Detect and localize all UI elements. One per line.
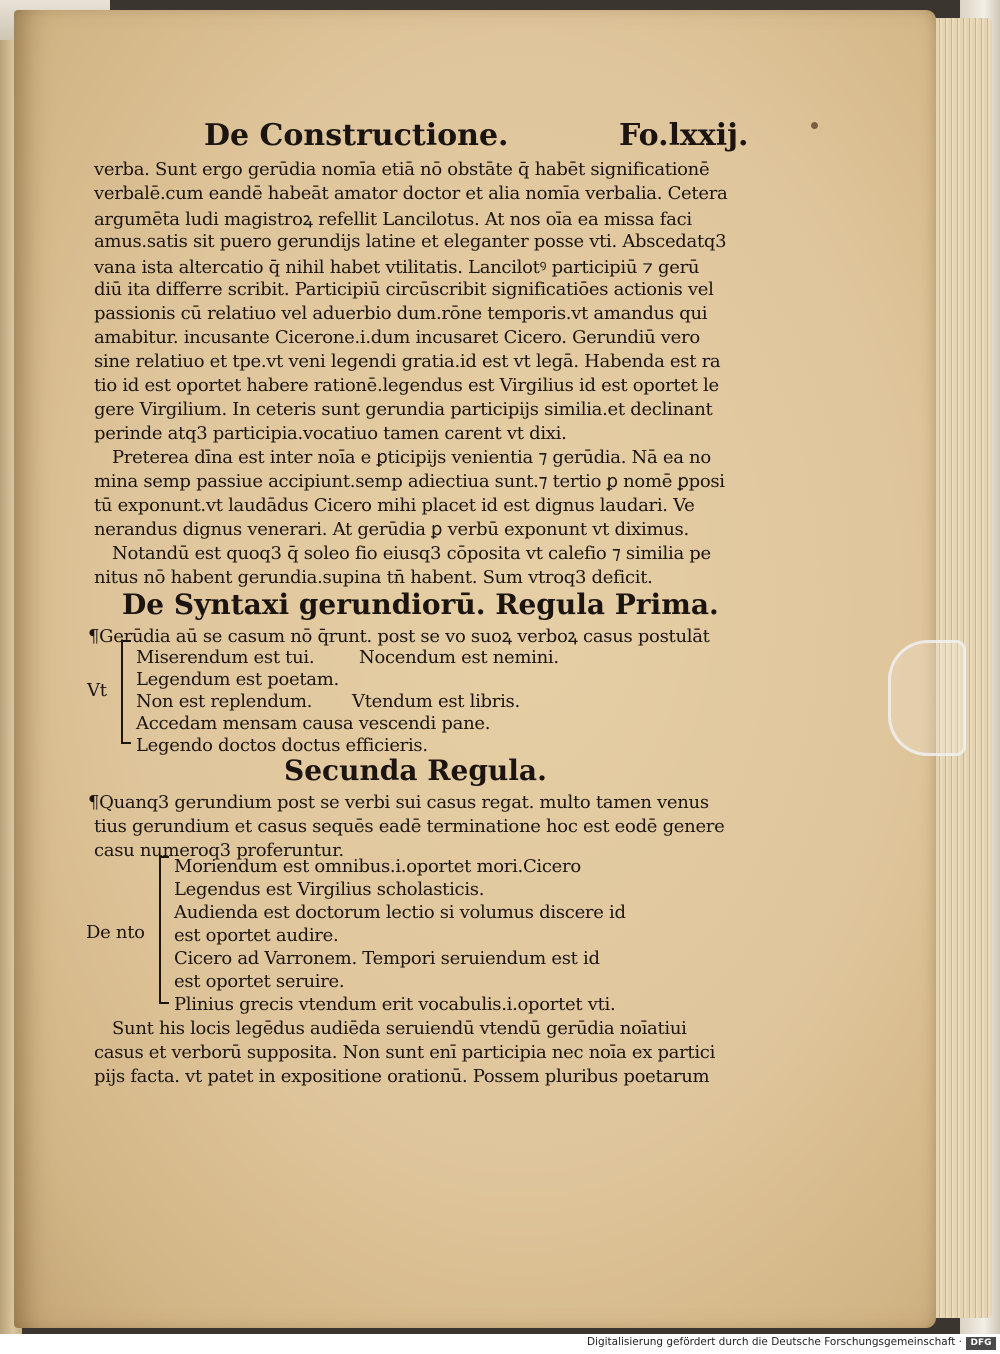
text-line: verbalē.cum eandē habeāt amator doctor et alia nomīa verbalia. Cetera xyxy=(94,183,728,204)
example-line: est oportet audire. xyxy=(174,925,339,946)
text-line: argumēta ludi magistroꝝ refellit Lancilotus. At nos oīa ea missa faci xyxy=(94,209,692,230)
example-label: De nto xyxy=(86,922,145,943)
example-brace xyxy=(159,856,169,1004)
text-line: Preterea dīna est inter noīa e ꝑticipijs venientia ⁊ gerūdia. Nā ea no xyxy=(112,447,711,468)
example-line: Plinius grecis vtendum erit vocabulis.i.oportet vti. xyxy=(174,994,616,1015)
text-line: diū ita differre scribit. Participiū circūscribit significatiōes actionis vel xyxy=(94,279,714,300)
text-line: amabitur. incusante Cicerone.i.dum incusaret Cicero. Gerundiū vero xyxy=(94,327,700,348)
text-line: verba. Sunt ergo gerūdia nomīa etiā nō obstāte q̄ habēt significationē xyxy=(94,159,710,180)
ink-spot xyxy=(811,122,818,129)
dfg-logo: DFG xyxy=(966,1337,996,1350)
text-line: amus.satis sit puero gerundijs latine et eleganter posse vti. Abscedatq3 xyxy=(94,231,727,252)
rule-text: ¶Quanq3 gerundium post se verbi sui casus regat. multo tamen venus xyxy=(88,792,709,813)
rule-text: ¶Gerūdia aū se casum nō q̄runt. post se vo suoꝝ verboꝝ casus postulāt xyxy=(88,626,710,647)
text-line: nerandus dignus venerari. At gerūdia ꝑ verbū exponunt vt diximus. xyxy=(94,519,689,540)
example-line: Nocendum est nemini. xyxy=(359,647,559,668)
text-line: gere Virgilium. In ceteris sunt gerundia participijs similia.et declinant xyxy=(94,399,713,420)
example-line: Non est replendum. xyxy=(136,691,313,712)
rule-text: tius gerundium et casus sequēs eadē terminatione hoc est eodē genere xyxy=(94,816,725,837)
example-line: est oportet seruire. xyxy=(174,971,345,992)
section-heading: De Syntaxi gerundiorū. Regula Prima. xyxy=(122,588,719,621)
digitization-footer xyxy=(0,1334,1000,1354)
text-line: vana ista altercatio q̄ nihil habet vtilitatis. Lancilotꝰ participiū ⁊ gerū xyxy=(94,257,700,278)
text-line: Sunt his locis legēdus audiēda seruiendū vtendū gerūdia noīatiui xyxy=(112,1018,687,1039)
book-page xyxy=(14,10,936,1328)
text-line: sine relatiuo et tpe.vt veni legendi gratia.id est vt legā. Habenda est ra xyxy=(94,351,721,372)
rule-text: casu numeroq3 proferuntur. xyxy=(94,840,344,861)
example-line: Moriendum est omnibus.i.oportet mori.Cicero xyxy=(174,856,581,877)
text-line: perinde atq3 participia.vocatiuo tamen carent vt dixi. xyxy=(94,423,567,444)
text-line: nitus nō habent gerundia.supina tn̄ habent. Sum vtroq3 deficit. xyxy=(94,567,653,588)
example-line: Legendum est poetam. xyxy=(136,669,339,690)
example-line: Legendus est Virgilius scholasticis. xyxy=(174,879,485,900)
text-line: casus et verborū supposita. Non sunt enī participia nec noīa ex partici xyxy=(94,1042,716,1063)
text-line: tū exponunt.vt laudādus Cicero mihi placet id est dignus laudari. Ve xyxy=(94,495,695,516)
example-line: Vtendum est libris. xyxy=(352,691,520,712)
text-line: mina semp passiue accipiunt.semp adiectiua sunt.⁊ tertio ꝑ nomē ꝑposi xyxy=(94,471,725,492)
text-line: passionis cū relatiuo vel aduerbio dum.rōne temporis.vt amandus qui xyxy=(94,303,708,324)
example-line: Cicero ad Varronem. Tempori seruiendum est id xyxy=(174,948,600,969)
example-line: Miserendum est tui. xyxy=(136,647,315,668)
example-line: Legendo doctos doctus efficieris. xyxy=(136,735,428,756)
example-line: Audienda est doctorum lectio si volumus discere id xyxy=(174,902,626,923)
folio-number: Fo.lxxij. xyxy=(619,118,749,153)
running-title: De Constructione. xyxy=(204,118,509,153)
text-line: Notandū est quoq3 q̄ soleo fio eiusq3 cōposita vt calefio ⁊ similia pe xyxy=(112,543,711,564)
example-line: Accedam mensam causa vescendi pane. xyxy=(136,713,491,734)
funding-credit: Digitalisierung gefördert durch die Deutsche Forschungsgemeinschaft · xyxy=(586,1336,962,1348)
example-label: Vt xyxy=(87,680,107,701)
page-clip xyxy=(888,640,966,756)
text-line: pijs facta. vt patet in expositione orationū. Possem pluribus poetarum xyxy=(94,1066,710,1087)
section-heading: Secunda Regula. xyxy=(284,754,547,787)
example-brace xyxy=(121,640,131,744)
text-line: tio id est oportet habere rationē.legendus est Virgilius id est oportet le xyxy=(94,375,719,396)
